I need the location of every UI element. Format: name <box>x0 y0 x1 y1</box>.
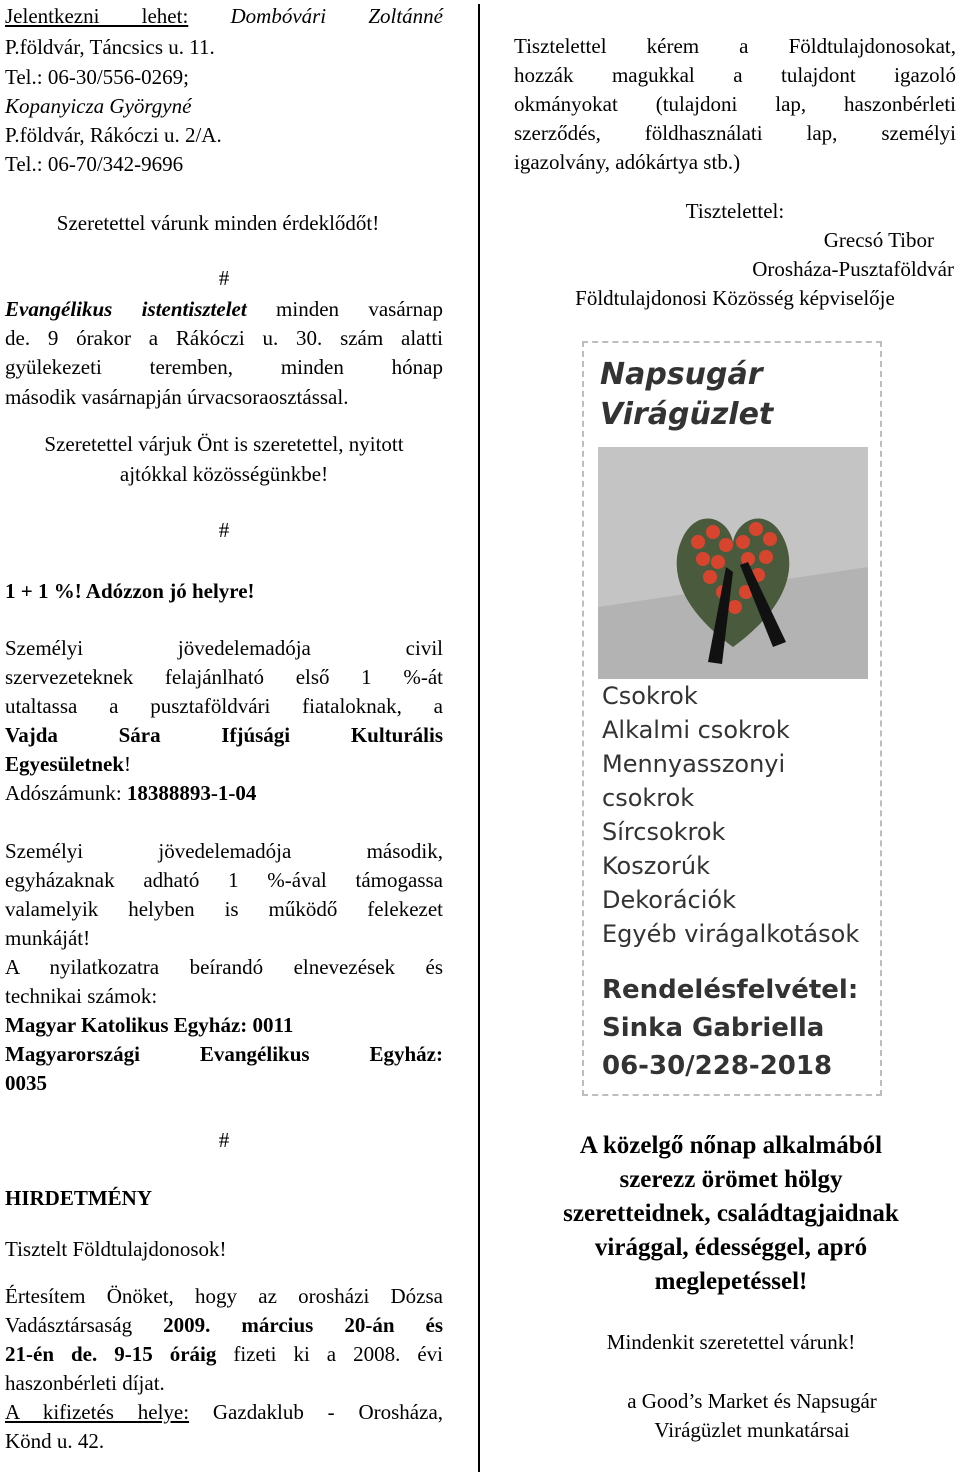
column-divider <box>478 4 480 1472</box>
tax-org-line-1: Vajda Sára Ifjúsági Kulturális <box>5 723 443 747</box>
order-label: Rendelésfelvétel: <box>602 975 859 1005</box>
tax-org-excl: ! <box>124 752 132 776</box>
church-2-line-2: 0035 <box>5 1071 47 1095</box>
tax-p2-line-2: egyházaknak adható 1 %-ával támogassa <box>5 868 443 892</box>
tax-p2-line-3: valamelyik helyben is működő felekezet <box>5 897 443 921</box>
tax-number-line <box>5 779 256 808</box>
tax-p1-line-1: Személyi jövedelemadója civil <box>5 636 443 660</box>
advert-item: Mennyasszonyi <box>602 750 786 778</box>
tax-p3-line-1: A nyilatkozatra beírandó elnevezések és <box>5 955 443 979</box>
separator-2: # <box>218 518 230 542</box>
evangelical-line-2: de. 9 órakor a Rákóczi u. 30. szám alatti <box>5 326 443 350</box>
notice-line-1: Értesítem Önöket, hogy az orosházi Dózsa <box>5 1284 443 1308</box>
advert-item: Dekorációk <box>602 886 736 914</box>
notice-time: 21-én de. 9-15 óráig <box>5 1342 217 1366</box>
contact2-address: P.földvár, Rákóczi u. 2/A. <box>5 123 222 147</box>
welcome-text: Szeretettel várunk minden érdeklődőt! <box>56 211 380 235</box>
evangelical-line-3: gyülekezeti teremben, minden hónap <box>5 355 443 379</box>
tax-p2-line-1: Személyi jövedelemadója második, <box>5 839 443 863</box>
contact1-address: P.földvár, Táncsics u. 11. <box>5 35 215 59</box>
advert-item: Csokrok <box>602 682 698 710</box>
request-line-1: Tisztelettel kérem a Földtulajdonosokat, <box>514 34 956 58</box>
advert-product-list <box>602 679 859 951</box>
notice-heading: HIRDETMÉNY <box>5 1186 153 1210</box>
request-line-2: hozzák magukkal a tulajdont igazoló <box>514 63 956 87</box>
advert-item: Egyéb virágalkotások <box>602 920 860 948</box>
invite-text: Mindenkit szeretettel várunk! <box>606 1330 856 1354</box>
tax-p1-line-3: utaltassa a pusztaföldvári fiataloknak, a <box>5 694 443 718</box>
separator-3: # <box>218 1128 230 1152</box>
pay-place-line-2: Könd u. 42. <box>5 1429 105 1453</box>
tax-number-label: Adószámunk: <box>5 781 122 805</box>
signer-name: Grecsó Tibor <box>823 228 934 252</box>
advert-title-line-1: Napsugár <box>600 357 763 392</box>
evangelical-line-1 <box>5 295 443 324</box>
contact2-name: Kopanyicza Györgyné <box>5 94 192 118</box>
tax-number: 18388893-1-04 <box>126 781 257 805</box>
contact1-phone: Tel.: 06-30/556-0269; <box>5 65 190 89</box>
advert-item: Sírcsokrok <box>602 818 726 846</box>
signer-org-1: Orosháza-Pusztaföldvár <box>752 257 954 281</box>
tax-org-line-2 <box>5 750 131 779</box>
evangelical-line-4: második vasárnapján úrvacsoraosztással. <box>5 385 349 409</box>
evangelical-welcome-1: Szeretettel várjuk Önt is szeretettel, nyitott <box>44 432 404 456</box>
flower-shop-advert <box>582 341 882 1096</box>
evangelical-title: Evangélikus istentisztelet <box>5 297 247 321</box>
staff-line-1: a Good’s Market és Napsugár <box>627 1389 877 1413</box>
notice-line-2 <box>5 1311 443 1340</box>
request-line-4: szerződés, földhasználati lap, személyi <box>514 121 956 145</box>
order-name: Sinka Gabriella <box>602 1013 825 1043</box>
signer-org-2: Földtulajdonosi Közösség képviselője <box>575 286 895 310</box>
order-phone: 06-30/228-2018 <box>602 1051 833 1081</box>
notice-club: Vadásztársaság <box>5 1313 133 1337</box>
womens-day-line-4: virággal, édességgel, apró <box>594 1234 868 1261</box>
advert-title <box>600 355 773 435</box>
advert-item: Koszorúk <box>602 852 710 880</box>
staff-line-2: Virágüzlet munkatársai <box>654 1418 850 1442</box>
tax-p3-line-2: technikai számok: <box>5 984 158 1008</box>
womens-day-line-5: meglepetéssel! <box>654 1268 808 1295</box>
contact-line-1 <box>5 2 443 31</box>
notice-line-4: haszonbérleti díjat. <box>5 1371 165 1395</box>
tax-org-name: Egyesületnek <box>5 752 125 776</box>
contact1-name: Dombóvári Zoltánné <box>230 4 443 28</box>
tax-title: 1 + 1 %! Adózzon jó helyre! <box>5 579 255 603</box>
wreath-photo <box>598 447 868 679</box>
request-line-3: okmányokat (tulajdoni lap, haszonbérleti <box>514 92 956 116</box>
advert-order-info <box>602 971 858 1085</box>
evangelical-welcome-2: ajtókkal közösségünkbe! <box>119 462 329 486</box>
notice-line-3 <box>5 1340 443 1369</box>
church-1: Magyar Katolikus Egyház: 0011 <box>5 1013 294 1037</box>
regards: Tisztelettel: <box>685 199 785 223</box>
pay-place-label: A kifizetés helye: <box>5 1400 190 1424</box>
womens-day-line-1: A közelgő nőnap alkalmából <box>579 1132 883 1159</box>
pay-place: Gazdaklub - Orosháza, <box>212 1400 444 1424</box>
church-2-line-1: Magyarországi Evangélikus Egyház: <box>5 1042 443 1066</box>
advert-item: Alkalmi csokrok <box>602 716 790 744</box>
contact-label: Jelentkezni lehet: <box>5 4 189 28</box>
tax-p1-line-2: szervezeteknek felajánlható első 1 %-át <box>5 665 443 689</box>
request-line-5: igazolvány, adókártya stb.) <box>514 150 741 174</box>
evangelical-line-1-rest: minden vasárnap <box>276 297 443 321</box>
contact2-phone: Tel.: 06-70/342-9696 <box>5 152 184 176</box>
womens-day-line-3: szeretteidnek, családtagjaidnak <box>563 1200 899 1227</box>
notice-date: 2009. március 20-án és <box>163 1313 444 1337</box>
womens-day-line-2: szerezz örömet hölgy <box>619 1166 843 1193</box>
notice-line-3-rest: fizeti ki a 2008. évi <box>233 1342 444 1366</box>
tax-p2-line-4: munkáját! <box>5 926 91 950</box>
advert-item: csokrok <box>602 784 695 812</box>
heart-wreath-icon <box>598 447 868 679</box>
separator-1: # <box>218 266 230 290</box>
pay-place-line <box>5 1398 443 1427</box>
notice-greeting: Tisztelt Földtulajdonosok! <box>5 1237 227 1261</box>
advert-title-line-2: Virágüzlet <box>600 397 774 432</box>
